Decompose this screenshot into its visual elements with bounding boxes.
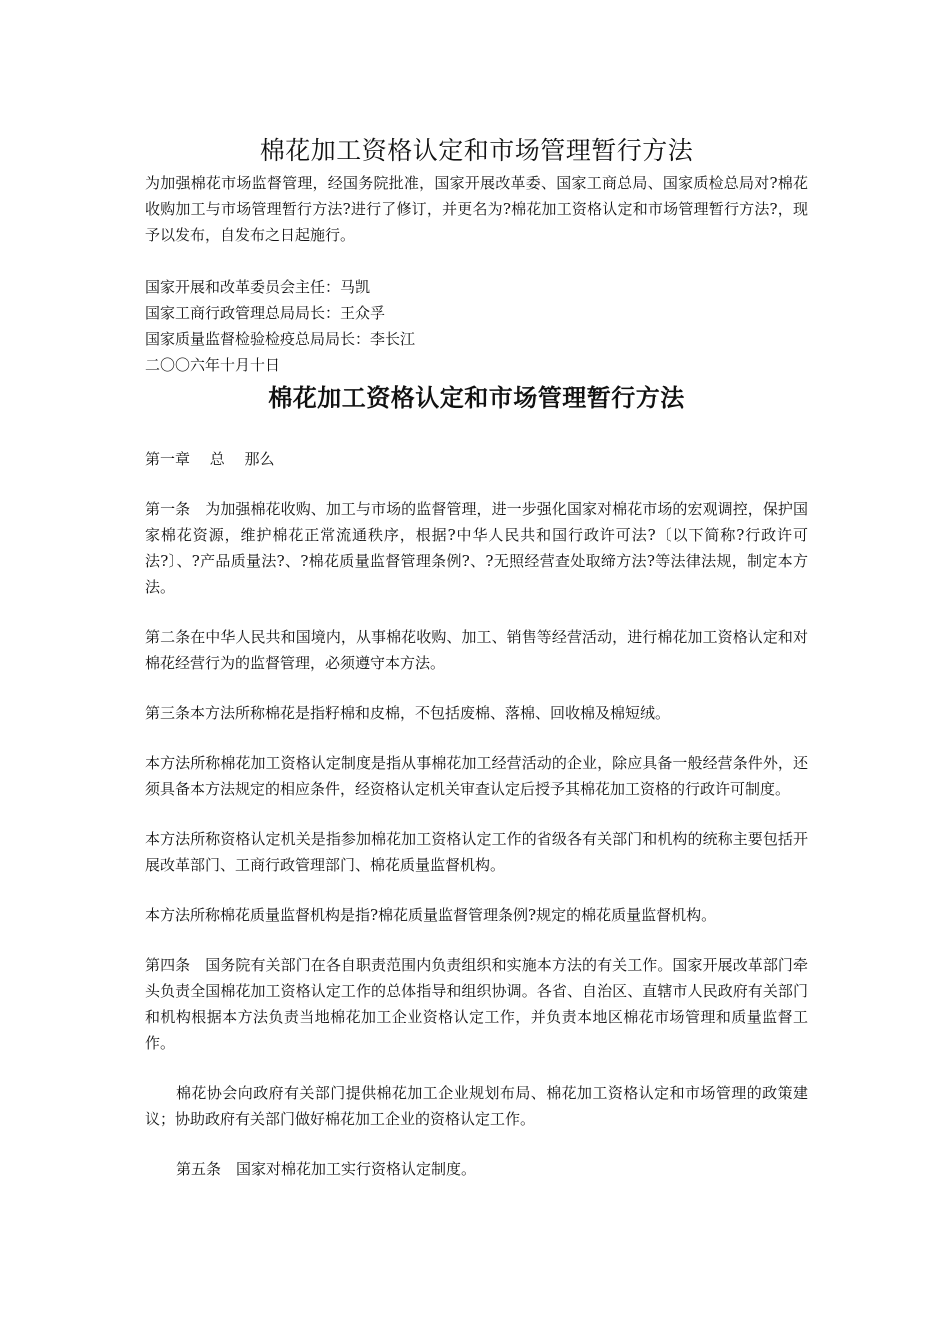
date-line: 二〇〇六年十月十日 (145, 356, 281, 374)
regulation-title: 棉花加工资格认定和市场管理暂行方法 (268, 383, 685, 412)
article-paragraph: 本方法所称棉花质量监督机构是指?棉花质量监督管理条例?规定的棉花质量监督机构。 (145, 906, 717, 924)
document-page (145, 132, 808, 1182)
signature-line: 国家开展和改革委员会主任：马凯 (145, 278, 371, 296)
article-paragraph: 第二条在中华人民共和国境内，从事棉花收购、加工、销售等经营活动，进行棉花加工资格认定和对棉花经营行为的监督管理，必须遵守本方法。 (145, 628, 808, 672)
article-paragraph: 第四条 国务院有关部门在各自职责范围内负责组织和实施本方法的有关工作。国家开展改革部门牵头负责全国棉花加工资格认定工作的总体指导和组织协调。各省、自治区、直辖市人民政府有关部门和机构根据本方法负责当地棉花加工企业资格认定工作，并负责本地区棉花市场管理和质量监督工作。 (145, 956, 808, 1052)
signature-line: 国家质量监督检验检疫总局局长：李长江 (145, 330, 416, 348)
signature-line: 国家工商行政管理总局局长：王众孚 (145, 304, 386, 322)
article-paragraph: 本方法所称棉花加工资格认定制度是指从事棉花加工经营活动的企业，除应具备一般经营条件外，还须具备本方法规定的相应条件，经资格认定机关审查认定后授予其棉花加工资格的行政许可制度。 (145, 754, 808, 798)
article-paragraph: 第一条 为加强棉花收购、加工与市场的监督管理，进一步强化国家对棉花市场的宏观调控，保护国家棉花资源，维护棉花正常流通秩序，根据?中华人民共和国行政许可法?〔以下简称?行政许可法?〕、?产品质量法?、?棉花质量监督管理条例?、?无照经营查处取缔方法?等法律法规，制定本方法。 (145, 500, 808, 596)
chapter-heading: 第一章 总 那么 (145, 450, 275, 468)
notice-title: 棉花加工资格认定和市场管理暂行方法 (259, 136, 694, 165)
article-paragraph: 棉花协会向政府有关部门提供棉花加工企业规划布局、棉花加工资格认定和市场管理的政策建议；协助政府有关部门做好棉花加工企业的资格认定工作。 (145, 1084, 808, 1128)
article-paragraph: 第三条本方法所称棉花是指籽棉和皮棉，不包括废棉、落棉、回收棉及棉短绒。 (145, 704, 671, 722)
intro-paragraph: 为加强棉花市场监督管理，经国务院批准，国家开展改革委、国家工商总局、国家质检总局对?棉花收购加工与市场管理暂行方法?进行了修订，并更名为?棉花加工资格认定和市场管理暂行方法?，现予以发布，自发布之日起施行。 (145, 174, 808, 244)
article-paragraph: 第五条 国家对棉花加工实行资格认定制度。 (176, 1160, 477, 1178)
article-paragraph: 本方法所称资格认定机关是指参加棉花加工资格认定工作的省级各有关部门和机构的统称主要包括开展改革部门、工商行政管理部门、棉花质量监督机构。 (145, 830, 808, 874)
